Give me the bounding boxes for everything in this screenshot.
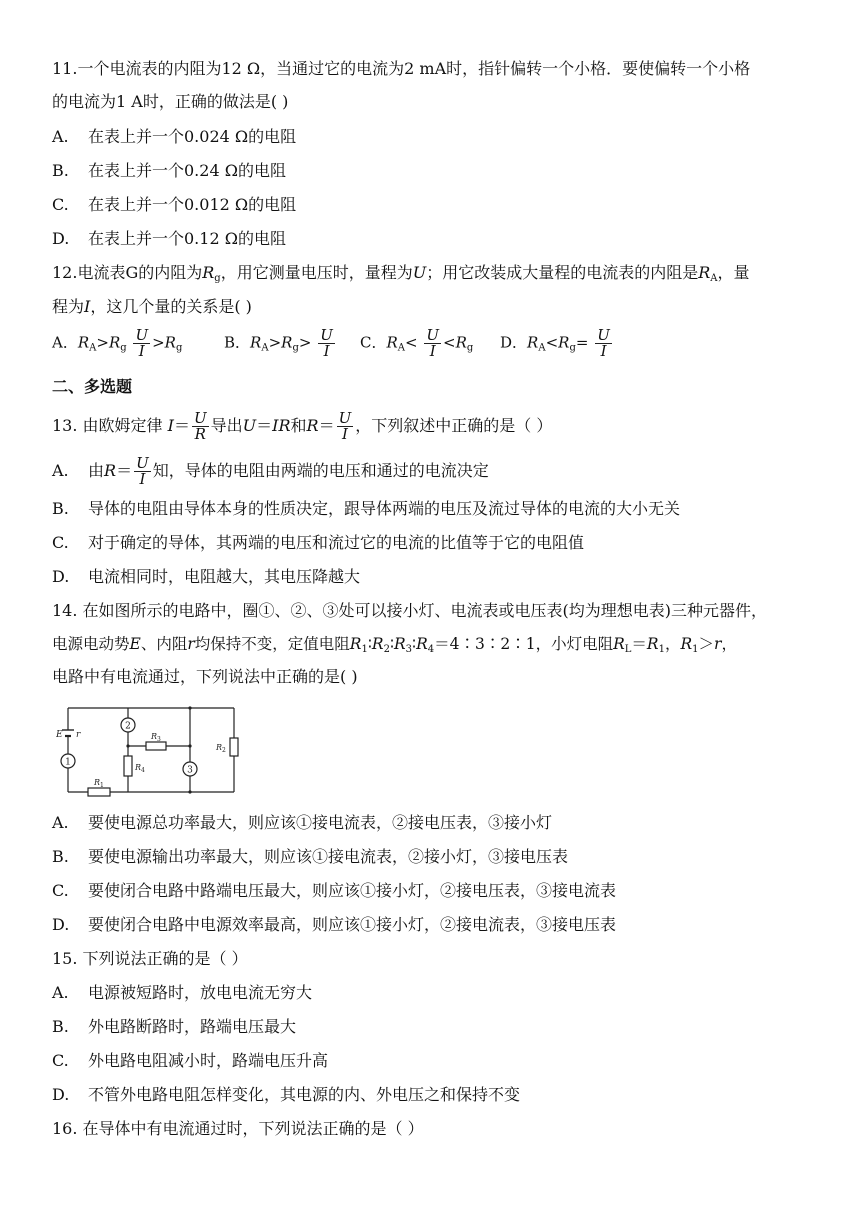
op: < — [443, 333, 456, 352]
var-u: U — [412, 263, 427, 282]
denominator: I — [600, 342, 607, 360]
option-key: A. — [52, 127, 69, 146]
fraction-u-over-i — [595, 328, 612, 359]
q11-option-a[interactable] — [52, 126, 296, 148]
var-r: R — [455, 333, 467, 352]
var-i: I — [167, 416, 174, 435]
sub-a: A — [261, 342, 269, 354]
q11-option-c[interactable] — [52, 194, 296, 216]
q15-option-d[interactable] — [52, 1084, 520, 1106]
op: = — [575, 333, 589, 352]
q12-option-d[interactable] — [500, 328, 614, 359]
op: ＝ — [173, 416, 190, 435]
text: 电源电动势 — [52, 635, 130, 653]
option-key: D. — [52, 229, 70, 248]
option-key: B. — [52, 1017, 69, 1036]
option-key: D． — [500, 333, 528, 352]
var-r: R — [698, 263, 711, 282]
q11-stem-line1: 11.一个电流表的内阻为12 Ω，当通过它的电流为2 mA时，指针偏转一个小格．要使偏转一个小格 — [52, 59, 751, 78]
option-key: C. — [52, 1051, 69, 1070]
var-r: R — [349, 635, 362, 653]
slot-3-label: 3 — [187, 765, 193, 776]
sub-a: A — [538, 342, 546, 354]
var-r: R — [202, 263, 215, 282]
q12-option-c[interactable] — [360, 328, 473, 359]
option-text: 在表上并一个0.24 Ω的电阻 — [88, 161, 286, 180]
resistor-r3 — [146, 742, 166, 750]
text: 12.电流表G的内阻为 — [52, 263, 203, 282]
sub-g: g — [292, 342, 299, 354]
sub-a: A — [397, 342, 406, 354]
q13-option-c[interactable] — [52, 532, 584, 554]
fraction-u-over-i — [318, 328, 335, 359]
q14-stem-line2 — [52, 633, 737, 661]
label-r4: $R_4$ — [135, 763, 145, 774]
slot-1-label: 1 — [65, 757, 71, 768]
denominator: I — [323, 342, 330, 360]
fraction-u-over-i — [134, 456, 151, 487]
op: ∶ — [367, 635, 372, 653]
denominator: I — [138, 342, 145, 360]
option-key: A. — [52, 461, 69, 480]
option-text: 要使电源总功率最大，则应该①接电流表，②接电压表，③接小灯 — [88, 813, 553, 832]
var-r: r — [187, 635, 195, 653]
text: ；用它改装成大量程的电流表的内阻是 — [426, 263, 699, 282]
var-r: r — [714, 635, 722, 653]
q15-option-c[interactable] — [52, 1050, 328, 1072]
option-key: A. — [52, 813, 69, 832]
numerator: U — [597, 326, 610, 344]
option-text: 外电路断路时，路端电压最大 — [88, 1017, 297, 1036]
numerator: U — [136, 454, 149, 472]
section-title-multiple-choice: 二、多选题 — [52, 377, 133, 396]
op: ∶ — [389, 635, 394, 653]
option-text: 电源被短路时，放电电流无穷大 — [88, 983, 313, 1002]
option-text: 导体的电阻由导体本身的性质决定，跟导体两端的电压及流过导体的电流的大小无关 — [88, 499, 681, 518]
fraction-u-over-i — [337, 411, 354, 442]
var-r: R — [77, 333, 90, 352]
label-e: E — [56, 730, 63, 740]
circuit-diagram — [56, 700, 242, 800]
var-e: E — [129, 635, 141, 653]
var-r: R — [680, 635, 693, 653]
fraction-u-over-r — [192, 411, 209, 442]
text: 、内阻 — [140, 635, 188, 653]
q14-option-b[interactable] — [52, 846, 568, 868]
q16-stem: 16. 在导体中有电流通过时，下列说法正确的是（ ） — [52, 1119, 424, 1138]
var-r: R — [250, 333, 262, 352]
sub-1: 1 — [658, 644, 665, 655]
var-r: R — [558, 333, 570, 352]
var-r: R — [646, 635, 659, 653]
q12-option-a[interactable] — [52, 328, 182, 359]
var-ir: IR — [272, 416, 291, 435]
option-text: 要使闭合电路中电源效率最高，则应该①接小灯，②接电流表，③接电压表 — [88, 915, 617, 934]
option-text: 电流相同时，电阻越大，其电压降越大 — [88, 567, 361, 586]
q11-option-d[interactable] — [52, 228, 286, 250]
text: 由 — [88, 461, 105, 480]
op: > — [268, 333, 282, 352]
sub-a: A — [89, 342, 97, 354]
text: ＝4∶3∶2∶1，小灯电阻 — [434, 635, 614, 653]
sub-1: 1 — [692, 644, 699, 655]
label-r2: $R_2$ — [216, 743, 226, 754]
option-key: A． — [52, 333, 78, 352]
sub-1: 1 — [361, 644, 368, 655]
option-text: 在表上并一个0.024 Ω的电阻 — [88, 127, 297, 146]
q15-stem: 15. 下列说法正确的是（ ） — [52, 949, 248, 968]
q12-stem-line2 — [52, 296, 252, 318]
op: < — [545, 333, 559, 352]
option-key: B. — [52, 499, 69, 518]
op: < — [405, 333, 418, 352]
denominator: I — [139, 470, 146, 488]
option-text: 不管外电路电阻怎样变化，其电源的内、外电压之和保持不变 — [88, 1085, 521, 1104]
q12-option-b[interactable] — [224, 328, 337, 359]
text: 程为 — [52, 297, 85, 316]
fraction-u-over-i — [424, 328, 441, 359]
option-key: C. — [52, 881, 69, 900]
option-key: D. — [52, 1085, 70, 1104]
q14-option-d[interactable] — [52, 914, 616, 936]
option-text: 在表上并一个0.12 Ω的电阻 — [88, 229, 286, 248]
option-text: 知，导体的电阻由两端的电压和通过的电流决定 — [152, 461, 489, 480]
q13-option-a[interactable] — [52, 456, 489, 487]
numerator: U — [426, 326, 440, 344]
q13-stem — [52, 411, 552, 442]
op: > — [96, 333, 109, 352]
battery-symbol — [62, 730, 74, 736]
slot-2-label: 2 — [125, 721, 131, 732]
resistor-r4 — [124, 756, 132, 776]
option-text: 对于确定的导体，其两端的电压和流过它的电流的比值等于它的电阻值 — [88, 533, 585, 552]
option-key: D. — [52, 567, 70, 586]
label-r1: $R_1$ — [94, 778, 104, 789]
q11-stem-line2: 的电流为1 A时，正确的做法是( ) — [52, 92, 289, 111]
var-r: R — [416, 635, 428, 653]
sub-3: 3 — [405, 644, 413, 655]
op: > — [152, 333, 165, 352]
q14-option-c[interactable] — [52, 880, 616, 902]
option-text: 要使电源输出功率最大，则应该①接电流表，②接小灯，③接电压表 — [88, 847, 569, 866]
var-r: R — [386, 333, 398, 352]
var-r: R — [527, 333, 539, 352]
q14-stem-line1: 14. 在如图所示的电路中，圈①、②、③处可以接小灯、电流表或电压表(均为理想电表)三种元器件， — [52, 601, 768, 620]
sub-a: A — [710, 273, 718, 284]
option-key: C. — [52, 195, 69, 214]
op: ＝ — [318, 416, 335, 435]
sub-2: 2 — [383, 644, 390, 655]
numerator: U — [193, 409, 207, 427]
text: ，量 — [717, 263, 750, 282]
var-r: R — [371, 635, 384, 653]
text: ， — [664, 635, 681, 653]
numerator: U — [338, 409, 352, 427]
text: ， — [721, 635, 737, 653]
fraction-u-over-i — [133, 328, 150, 359]
option-key: A. — [52, 983, 69, 1002]
q14-stem-line3: 电路中有电流通过，下列说法中正确的是( ) — [52, 667, 358, 686]
denominator: R — [194, 425, 206, 443]
sub-l: L — [624, 644, 632, 655]
var-r: R — [104, 461, 117, 480]
var-r: R — [108, 333, 121, 352]
numerator: U — [320, 326, 333, 344]
text: 均保持不变，定值电阻 — [194, 635, 350, 653]
q15-option-b[interactable] — [52, 1016, 296, 1038]
text: 13. 由欧姆定律 — [52, 416, 163, 435]
q12-stem-line1 — [52, 262, 750, 290]
sub-g: g — [175, 342, 183, 354]
var-u: U — [242, 416, 257, 435]
resistor-r2 — [230, 738, 238, 756]
option-text: 要使闭合电路中路端电压最大，则应该①接小灯，②接电压表，③接电流表 — [88, 881, 617, 900]
sub-g: g — [466, 342, 474, 354]
text: 导出 — [210, 416, 243, 435]
label-r: r — [76, 730, 81, 740]
op: ＝ — [116, 461, 133, 480]
q14-option-a[interactable] — [52, 812, 552, 834]
var-r: R — [393, 635, 406, 653]
op: ＝ — [256, 416, 273, 435]
text: ，用它测量电压时，量程为 — [220, 263, 413, 282]
q11-option-b[interactable] — [52, 160, 286, 182]
var-r: R — [281, 333, 293, 352]
text: ，这几个量的关系是( ) — [90, 297, 252, 316]
var-r: R — [613, 635, 625, 653]
option-key: B. — [52, 847, 69, 866]
resistor-r1 — [88, 788, 110, 796]
numerator: U — [135, 326, 149, 344]
sub-4: 4 — [427, 644, 435, 655]
option-key: D. — [52, 915, 70, 934]
option-key: C. — [52, 533, 69, 552]
q13-option-b[interactable] — [52, 498, 680, 520]
text: ，下列叙述中正确的是（ ） — [355, 416, 553, 435]
var-r: R — [164, 333, 176, 352]
op: ＞ — [698, 635, 715, 653]
sub-g: g — [214, 273, 221, 284]
op: ∶ — [412, 635, 417, 653]
option-text: 外电路电阻减小时，路端电压升高 — [88, 1051, 329, 1070]
option-key: C． — [360, 333, 387, 352]
var-r: R — [306, 416, 319, 435]
var-i: I — [84, 297, 91, 316]
q13-option-d[interactable] — [52, 566, 360, 588]
denominator: I — [341, 425, 348, 443]
denominator: I — [429, 342, 436, 360]
text: 和 — [290, 416, 307, 435]
q15-option-a[interactable] — [52, 982, 312, 1004]
option-key: B. — [52, 161, 69, 180]
op: ＝ — [631, 635, 647, 653]
sub-g: g — [569, 342, 576, 354]
option-key: B． — [224, 333, 251, 352]
op: > — [298, 333, 312, 352]
sub-g: g — [120, 342, 127, 354]
label-r3: $R_3$ — [151, 732, 161, 743]
option-text: 在表上并一个0.012 Ω的电阻 — [88, 195, 297, 214]
